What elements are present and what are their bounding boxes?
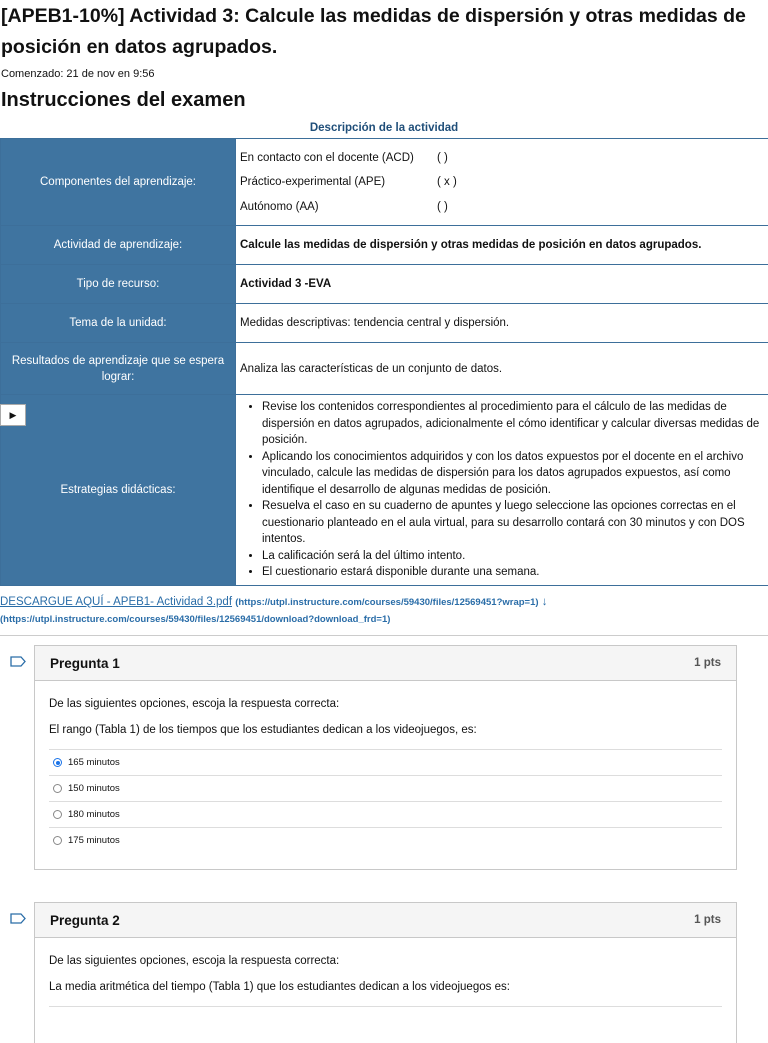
components-value [236, 139, 768, 226]
question-points: 1 pts [694, 657, 721, 669]
radio-icon[interactable] [53, 836, 62, 845]
instructions-heading: Instrucciones del examen [1, 87, 768, 113]
component-name: Autónomo (AA) [240, 201, 437, 213]
question-intro: De las siguientes opciones, escoja la respuesta correcta: [49, 954, 722, 968]
component-mark: ( ) [437, 201, 448, 213]
component-name: Práctico-experimental (APE) [240, 176, 437, 188]
strategies-value [236, 395, 768, 586]
component-name: En contacto con el docente (ACD) [240, 152, 437, 164]
page-title: [APEB1-10%] Actividad 3: Calcule las medidas de dispersión y otras medidas de posición en datos agrupados. [0, 0, 768, 63]
flag-question-icon[interactable] [10, 913, 26, 924]
play-button[interactable]: ▶ [0, 404, 26, 426]
answer-option[interactable] [49, 801, 722, 827]
question-points: 1 pts [694, 914, 721, 926]
pdf-url-link[interactable]: (https://utpl.instructure.com/courses/59430/files/12569451?wrap=1) [235, 597, 538, 608]
answer-option[interactable] [49, 775, 722, 801]
resource-value: Actividad 3 -EVA [236, 265, 768, 304]
strategy-item: • Resuelva el caso en su cuaderno de apuntes y luego seleccione las opciones correctas en el cuestionario planteado en el aula virtual, para su desarrollo contará con 30 minutos y con DOS intentos. [262, 498, 768, 548]
results-value: Analiza las características de un conjunto de datos. [236, 343, 768, 395]
topic-value: Medidas descriptivas: tendencia central y dispersión. [236, 304, 768, 343]
activity-value: Calcule las medidas de dispersión y otras medidas de posición en datos agrupados. [236, 226, 768, 265]
answer-label: 175 minutos [68, 835, 120, 846]
strategies-list [240, 399, 768, 581]
download-pdf-link[interactable]: DESCARGUE AQUÍ - APEB1- Actividad 3.pdf [0, 596, 232, 608]
question-title: Pregunta 1 [50, 656, 120, 671]
question-header [35, 903, 736, 938]
question-body [35, 681, 736, 869]
flag-question-icon[interactable] [10, 656, 26, 667]
topic-label: Tema de la unidad: [1, 304, 236, 343]
strategy-item: • Revise los contenidos correspondientes al procedimiento para el cálculo de las medidas de dispersión en datos agrupados, adicionalmente el cómo identificar y calcular diversas medidas de posición. [262, 399, 768, 449]
component-mark: ( x ) [437, 176, 457, 188]
answer-option[interactable] [49, 827, 722, 853]
question-text: El rango (Tabla 1) de los tiempos que los estudiantes dedican a los videojuegos, es: [49, 723, 722, 737]
radio-icon[interactable] [53, 784, 62, 793]
answer-option[interactable] [49, 749, 722, 775]
answer-list [49, 749, 722, 869]
answer-label: 150 minutos [68, 783, 120, 794]
answer-label: 180 minutos [68, 809, 120, 820]
resource-label: Tipo de recurso: [1, 265, 236, 304]
divider [0, 635, 768, 636]
component-mark: ( ) [437, 152, 448, 164]
activity-description-table [0, 138, 768, 586]
answer-label: 165 minutos [68, 757, 120, 768]
strategy-item: • El cuestionario estará disponible durante una semana. [262, 564, 768, 581]
question-text: La media aritmética del tiempo (Tabla 1) que los estudiantes dedican a los videojuegos es: [49, 980, 722, 994]
components-label: Componentes del aprendizaje: [1, 139, 236, 226]
question-title: Pregunta 2 [50, 913, 120, 928]
question-intro: De las siguientes opciones, escoja la respuesta correcta: [49, 697, 722, 711]
download-icon[interactable]: ↓ [542, 596, 548, 608]
radio-icon[interactable] [53, 810, 62, 819]
answer-option[interactable] [49, 1006, 722, 1032]
strategies-label: Estrategias didácticas: [1, 395, 236, 586]
started-timestamp: Comenzado: 21 de nov en 9:56 [1, 67, 768, 81]
download-links [0, 594, 768, 628]
strategy-item: • La calificación será la del último intento. [262, 548, 768, 565]
question-1-card [34, 645, 737, 870]
question-body [35, 938, 736, 1032]
question-header [35, 646, 736, 681]
answer-list [49, 1006, 722, 1032]
description-caption: Descripción de la actividad [0, 121, 768, 135]
strategy-item: • Aplicando los conocimientos adquiridos y con los datos expuestos por el docente en el archivo vinculado, calcule las medidas de dispersión para los datos agrupados expuestos, así como identifique el desarrollo de algunas medidas de posición. [262, 449, 768, 499]
results-label: Resultados de aprendizaje que se espera lograr: [1, 343, 236, 395]
question-2-card [34, 902, 737, 1043]
download-url-link[interactable]: (https://utpl.instructure.com/courses/59430/files/12569451/download?download_frd=1) [0, 614, 390, 625]
radio-selected-icon[interactable] [53, 758, 62, 767]
activity-label: Actividad de aprendizaje: [1, 226, 236, 265]
